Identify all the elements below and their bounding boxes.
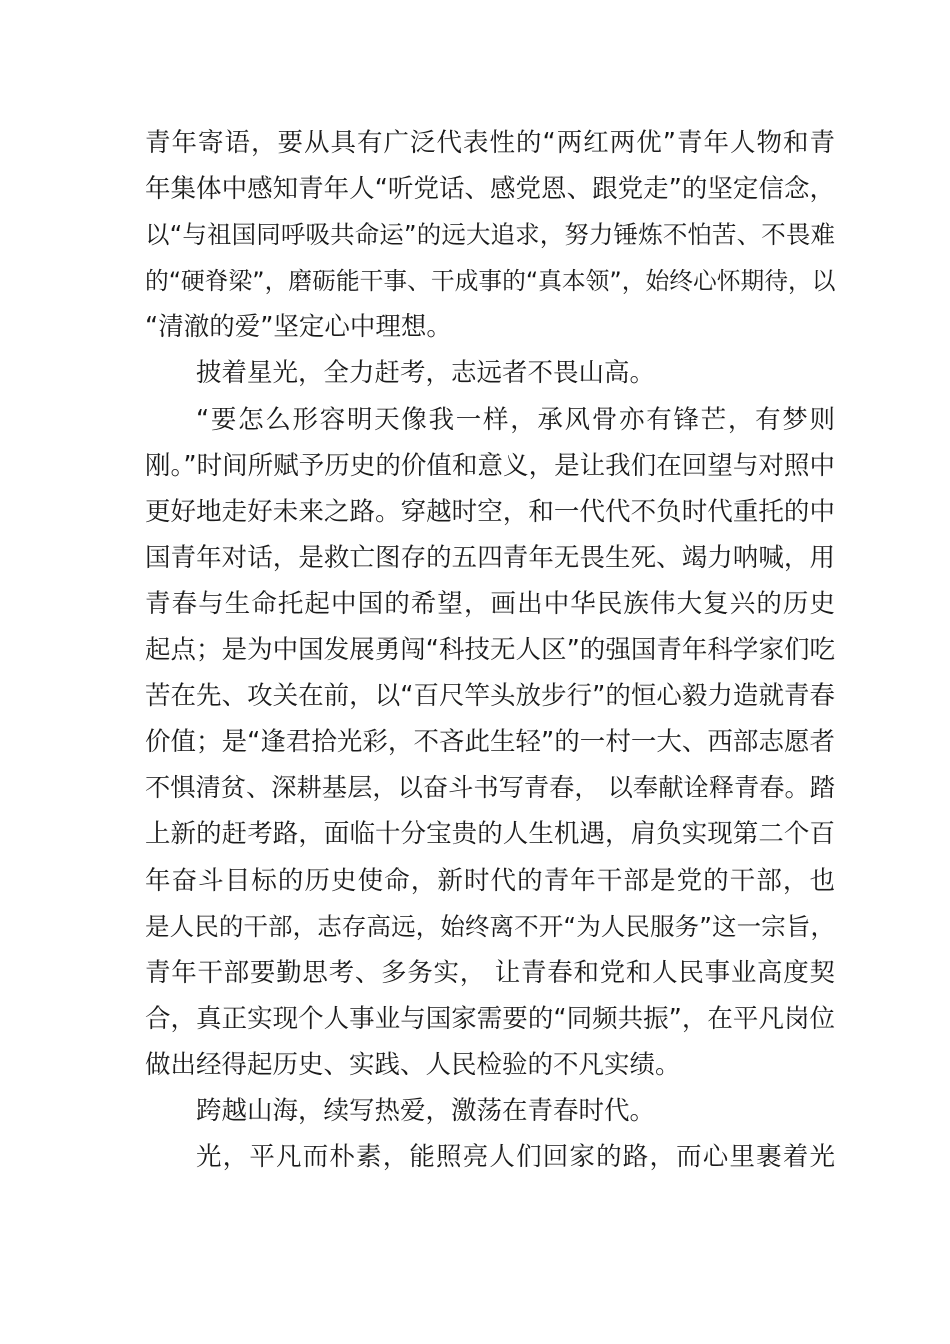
text-line: 不惧清贫、深耕基层，以奋斗书写青春， 以奉献诠释青春。踏: [145, 773, 835, 803]
text-line: 刚。”时间所赋予历史的价值和意义，是让我们在回望与对照中: [145, 450, 835, 481]
document-body: [145, 120, 835, 1180]
text-line: 以“与祖国同呼吸共命运”的远大追求，努力锤炼不怕苦、不畏难: [145, 220, 835, 250]
text-line: 国青年对话，是救亡图存的五四青年无畏生死、竭力呐喊，用: [145, 542, 835, 573]
text-line: 是人民的干部，志存高远，始终离不开“为人民服务”这一宗旨，: [145, 911, 835, 941]
text-line: 的“硬脊梁”，磨砺能干事、干成事的“真本领”，始终心怀期待，以: [145, 267, 836, 296]
paragraph: [145, 1134, 835, 1180]
text-line: 青年寄语，要从具有广泛代表性的“两红两优”青年人物和青: [145, 128, 835, 158]
text-line: 上新的赶考路，面临十分宝贵的人生机遇，肩负实现第二个百: [145, 819, 835, 850]
text-line: 青年干部要勤思考、多务实， 让青春和党和人民事业高度契: [145, 957, 835, 988]
text-line: 光，平凡而朴素，能照亮人们回家的路，而心里裹着光: [196, 1142, 835, 1173]
text-line: 起点；是为中国发展勇闯“科技无人区”的强国青年科学家们吃: [145, 635, 835, 666]
text-line: 价值；是“逢君拾光彩，不吝此生轻”的一村一大、西部志愿者: [145, 727, 835, 758]
paragraph: [145, 1088, 835, 1134]
text-line: 合，真正实现个人事业与国家需要的“同频共振”，在平凡岗位: [145, 1003, 835, 1034]
text-line: 青春与生命托起中国的希望，画出中华民族伟大复兴的历史: [145, 588, 835, 619]
text-line: 跨越山海，续写热爱，激荡在青春时代。: [196, 1095, 656, 1126]
text-line: 做出经得起历史、实践、人民检验的不凡实绩。: [145, 1049, 681, 1080]
paragraph: [145, 350, 835, 396]
text-line: 更好地走好未来之路。穿越时空，和一代代不负时代重托的中: [145, 496, 835, 527]
text-line: 苦在先、攻关在前，以“百尺竿头放步行”的恒心毅力造就青春: [145, 681, 835, 712]
paragraph: [145, 120, 835, 350]
text-line: “要怎么形容明天像我一样，承风骨亦有锋芒，有梦则: [196, 404, 835, 435]
text-line: 年集体中感知青年人“听党话、感党恩、跟党走”的坚定信念，: [145, 174, 835, 205]
text-line: 年奋斗目标的历史使命，新时代的青年干部是党的干部，也: [145, 865, 835, 896]
text-line: 披着星光，全力赶考，志远者不畏山高。: [196, 358, 656, 389]
text-line: “清澈的爱”坚定心中理想。: [145, 312, 452, 343]
paragraph: [145, 397, 835, 1088]
